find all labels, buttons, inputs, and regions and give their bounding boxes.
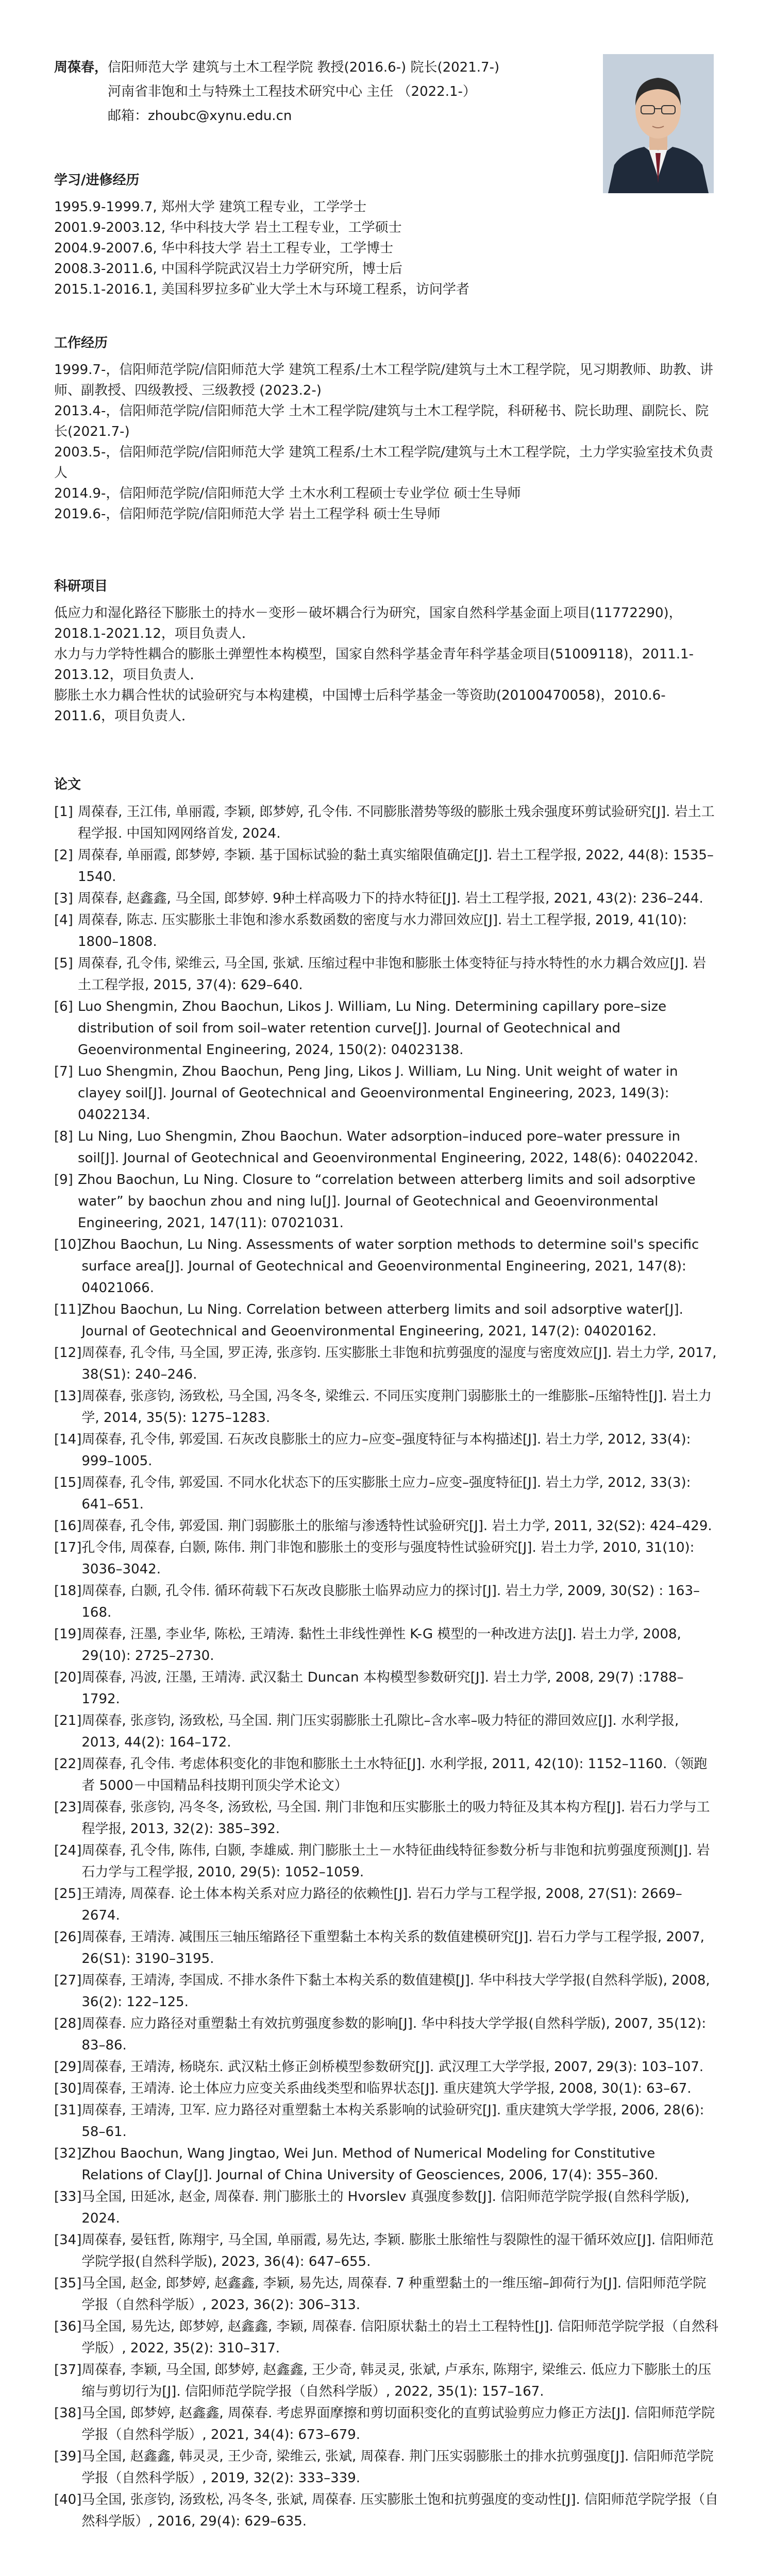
paper-item [54,2013,719,2056]
paper-citation: 周葆春, 孔令伟, 陈伟, 白颢, 李雄威. 荆门膨胀土土－水特征曲线特征参数分析与非饱和抗剪强度预测[J]. 岩石力学与工程学报, 2010, 29(5): 1052–1059. [81,1843,710,1880]
paper-item [54,1623,719,1667]
paper-item [54,2056,719,2078]
paper-item [54,1667,719,1710]
paper-item [54,2402,719,2446]
paper-citation: 周葆春, 孔令伟. 考虑体积变化的非饱和膨胀土土水特征[J]. 水利学报, 2011, 42(10): 1152–1160.（领跑者 5000－中国精品科技期刊顶尖学术论文） [81,1756,708,1793]
email-label: 邮箱： [108,108,148,124]
paper-citation: Luo Shengmin, Zhou Baochun, Likos J. William, Lu Ning. Determining capillary pore–size distribution of soil from soil–water retention curve[J]. Journal of Geotechnical and Geoenvironmental Engineering, 2024, 150(2): 04023138. [78,999,667,1058]
paper-number: [6] [54,999,73,1014]
paper-item [54,2273,719,2316]
paper-item [54,2186,719,2229]
papers-section [54,775,719,2532]
paper-citation: 马全国, 郎梦婷, 赵鑫鑫, 周葆春. 考虑界面摩擦和剪切面积变化的直剪试验剪应力修正方法[J]. 信阳师范学院学报（自然科学版）, 2021, 34(4): 673–679. [81,2405,715,2443]
header-title-1: 信阳师范大学 建筑与土木工程学院 教授(2016.6-) 院长(2021.7-) [108,60,500,75]
paper-citation: 周葆春, 王靖涛, 卫军. 应力路径对重塑黏土本构关系影响的试验研究[J]. 重庆建筑大学学报, 2006, 28(6): 58–61. [81,2103,704,2140]
paper-citation: 周葆春, 陈志. 压实膨胀土非饱和渗水系数函数的密度与水力滞回效应[J]. 岩土工程学报, 2019, 41(10): 1800–1808. [78,912,687,950]
paper-item [54,2229,719,2273]
paper-citation: 周葆春, 王靖涛. 论土体应力应变关系曲线类型和临界状态[J]. 重庆建筑大学学报, 2008, 30(1): 63–67. [81,2081,692,2096]
education-section [54,171,719,300]
paper-item [54,1234,719,1299]
work-heading: 工作经历 [54,335,108,351]
paper-item [54,1472,719,1515]
project-item: 低应力和湿化路径下膨胀土的持水－变形－破坏耦合行为研究，国家自然科学基金面上项目(11772290)，2018.1-2021.12，项目负责人． [54,605,682,641]
paper-number: [40] [54,2492,82,2507]
paper-item [54,1797,719,1840]
paper-number: [1] [54,804,73,820]
paper-citation: 周葆春, 晏钰哲, 陈翔宇, 马全国, 单丽霞, 易先达, 李颖. 膨胀土胀缩性与裂隙性的湿干循环效应[J]. 信阳师范学院学报(自然科学版), 2023, 36(4): 647–655. [81,2232,714,2269]
project-item: 水力与力学特性耦合的膨胀土弹塑性本构模型，国家自然科学基金青年科学基金项目(51009118)，2011.1-2013.12，项目负责人． [54,647,694,683]
paper-item [54,1169,719,1234]
education-item: 2008.3-2011.6, 中国科学院武汉岩土力学研究所，博士后 [54,261,402,277]
paper-citation: 周葆春, 王江伟, 单丽霞, 李颖, 郎梦婷, 孔令伟. 不同膨胀潜势等级的膨胀土残余强度环剪试验研究[J]. 岩土工程学报. 中国知网网络首发, 2024. [78,804,715,841]
paper-item [54,2316,719,2359]
paper-item [54,1926,719,1970]
paper-citation: 周葆春, 汪墨, 李业华, 陈松, 王靖涛. 黏性土非线性弹性 K-G 模型的一种改进方法[J]. 岩土力学, 2008, 29(10): 2725–2730. [81,1626,681,1664]
paper-item [54,1970,719,2013]
paper-citation: 周葆春, 张彦钧, 汤致松, 马全国, 冯冬冬, 梁维云. 不同压实度荆门弱膨胀土的一维膨胀–压缩特性[J]. 岩土力学, 2014, 35(5): 1275–1283. [81,1388,712,1426]
education-heading: 学习/进修经历 [54,173,140,188]
paper-item [54,1710,719,1753]
paper-citation: Zhou Baochun, Lu Ning. Assessments of water sorption methods to determine soil's specific surface area[J]. Journal of Geotechnical and Geoenvironmental Engineering, 2021, 147(8): 04021066. [81,1237,699,1296]
paper-citation: 周葆春, 孔令伟, 马全国, 罗正涛, 张彦钧. 压实膨胀土非饱和抗剪强度的湿度与密度效应[J]. 岩土力学, 2017, 38(S1): 240–246. [81,1345,717,1382]
paper-number: [28] [54,2016,82,2031]
paper-item [54,1385,719,1429]
paper-item [54,2359,719,2402]
paper-citation: Luo Shengmin, Zhou Baochun, Peng Jing, Likos J. William, Lu Ning. Unit weight of water in clayey soil[J]. Journal of Geotechnical and Geoenvironmental Engineering, 2023, 149(3): 04022134. [78,1064,678,1123]
projects-heading: 科研项目 [54,579,108,594]
paper-item [54,1580,719,1623]
work-item: 2019.6-，信阳师范学院/信阳师范大学 岩土工程学科 硕士生导师 [54,506,441,522]
paper-number: [20] [54,1670,82,1685]
person-name: 周葆春， [54,60,108,75]
paper-citation: Lu Ning, Luo Shengmin, Zhou Baochun. Water adsorption–induced pore–water pressure in soil[J]. Journal of Geotechnical and Geoenvironmental Engineering, 2022, 148(6): 04022042. [78,1129,698,1166]
paper-number: [17] [54,1540,82,1555]
paper-number: [13] [54,1388,82,1404]
paper-number: [31] [54,2103,82,2118]
profile-header [54,56,595,128]
paper-number: [30] [54,2081,82,2096]
header-line-1 [54,56,595,80]
paper-item [54,801,719,844]
paper-citation: 周葆春, 王靖涛, 李国成. 不排水条件下黏土本构关系的数值建模[J]. 华中科技大学学报(自然科学版), 2008, 36(2): 122–125. [81,1973,710,2010]
paper-number: [24] [54,1843,82,1858]
paper-number: [15] [54,1475,82,1490]
paper-number: [37] [54,2362,82,2378]
paper-number: [10] [54,1237,82,1252]
email-line [54,104,595,128]
paper-citation: 马全国, 田延冰, 赵金, 周葆春. 荆门膨胀土的 Hvorslev 真强度参数[J]. 信阳师范学院学报(自然科学版), 2024. [81,2189,690,2226]
paper-item [54,2489,719,2532]
work-section [54,334,719,524]
paper-citation: 周葆春, 李颖, 马全国, 郎梦婷, 赵鑫鑫, 王少奇, 韩灵灵, 张斌, 卢承东, 陈翔宇, 梁维云. 低应力下膨胀土的压缩与剪切行为[J]. 信阳师范学院学报（自然科学版）, 2022, 35(1): 157–167. [81,2362,712,2399]
paper-citation: 周葆春, 孔令伟, 郭爱国. 石灰改良膨胀土的应力–应变–强度特征与本构描述[J]. 岩土力学, 2012, 33(4): 999–1005. [81,1432,691,1469]
paper-number: [16] [54,1518,82,1534]
education-item: 2001.9-2003.12, 华中科技大学 岩土工程专业，工学硕士 [54,220,402,235]
paper-item [54,1126,719,1169]
header-title-2: 河南省非饱和土与特殊土工程技术研究中心 主任 （2022.1-） [108,84,476,99]
paper-number: [23] [54,1800,82,1815]
paper-citation: 周葆春, 张彦钧, 汤致松, 马全国. 荆门压实弱膨胀土孔隙比–含水率–吸力特征的滞回效应[J]. 水利学报, 2013, 44(2): 164–172. [81,1713,679,1750]
paper-item [54,953,719,996]
paper-number: [35] [54,2276,82,2291]
paper-item [54,844,719,888]
paper-citation: 周葆春, 张彦钧, 冯冬冬, 汤致松, 马全国. 荆门非饱和压实膨胀土的吸力特征及其本构方程[J]. 岩石力学与工程学报, 2013, 32(2): 385–392. [81,1800,710,1837]
paper-citation: 马全国, 张彦钧, 汤致松, 冯冬冬, 张斌, 周葆春. 压实膨胀土饱和抗剪强度的变动性[J]. 信阳师范学院学报（自然科学版）, 2016, 29(4): 629–635. [81,2492,719,2529]
paper-item [54,1753,719,1797]
paper-item [54,2099,719,2143]
paper-citation: 王靖涛, 周葆春. 论土体本构关系对应力路径的依赖性[J]. 岩石力学与工程学报, 2008, 27(S1): 2669–2674. [81,1886,682,1923]
paper-citation: 周葆春, 单丽霞, 郎梦婷, 李颖. 基于国标试验的黏土真实缩限值确定[J]. 岩土工程学报, 2022, 44(8): 1535–1540. [78,848,714,885]
paper-number: [32] [54,2146,82,2161]
paper-item [54,1342,719,1385]
paper-number: [14] [54,1432,82,1447]
paper-number: [3] [54,891,73,906]
paper-citation: 周葆春, 孔令伟, 郭爱国. 不同水化状态下的压实膨胀土应力–应变–强度特征[J]. 岩土力学, 2012, 33(3): 641–651. [81,1475,691,1512]
paper-citation: 马全国, 赵金, 郎梦婷, 赵鑫鑫, 李颖, 易先达, 周葆春. 7 种重塑黏土的一维压缩–卸荷行为[J]. 信阳师范学院学报（自然科学版）, 2023, 36(2): 306–313. [81,2276,707,2313]
paper-item [54,1840,719,1883]
work-item: 2003.5-，信阳师范学院/信阳师范大学 建筑工程系/土木工程学院/建筑与土木工程学院，土力学实验室技术负责人 [54,445,713,481]
email-address[interactable]: zhoubc@xynu.edu.cn [148,108,292,124]
paper-item [54,1429,719,1472]
paper-number: [26] [54,1929,82,1945]
paper-citation: 周葆春, 王靖涛. 减围压三轴压缩路径下重塑黏土本构关系的数值建模研究[J]. 岩石力学与工程学报, 2007, 26(S1): 3190–3195. [81,1929,704,1967]
papers-heading: 论文 [54,777,81,792]
paper-number: [7] [54,1064,73,1079]
paper-number: [22] [54,1756,82,1772]
paper-item [54,1299,719,1342]
education-item: 2004.9-2007.6, 华中科技大学 岩土工程专业，工学博士 [54,241,394,256]
paper-number: [8] [54,1129,73,1144]
paper-item [54,1537,719,1580]
paper-number: [29] [54,2059,82,2075]
work-item: 1999.7-，信阳师范学院/信阳师范大学 建筑工程系/土木工程学院/建筑与土木工程学院，见习期教师、助教、讲师、副教授、四级教授、三级教授 (2023.2-) [54,362,713,398]
paper-number: [18] [54,1583,82,1599]
paper-citation: 马全国, 赵鑫鑫, 韩灵灵, 王少奇, 梁维云, 张斌, 周葆春. 荆门压实弱膨胀土的排水抗剪强度[J]. 信阳师范学院学报（自然科学版）, 2019, 32(2): 333–339. [81,2449,714,2486]
paper-item [54,1061,719,1126]
paper-number: [19] [54,1626,82,1642]
paper-list [54,801,719,2532]
paper-number: [11] [54,1302,82,1317]
paper-citation: 马全国, 易先达, 郎梦婷, 赵鑫鑫, 李颖, 周葆春. 信阳原状黏土的岩土工程特性[J]. 信阳师范学院学报（自然科学版）, 2022, 35(2): 310–317. [81,2319,719,2356]
paper-item [54,1515,719,1537]
paper-citation: Zhou Baochun, Wang Jingtao, Wei Jun. Method of Numerical Modeling for Constitutive Relations of Clay[J]. Journal of China University of Geosciences, 2006, 17(4): 355–360. [81,2146,659,2183]
paper-citation: 周葆春, 冯波, 汪墨, 王靖涛. 武汉黏土 Duncan 本构模型参数研究[J]. 岩土力学, 2008, 29(7) :1788–1792. [81,1670,684,1707]
paper-citation: 周葆春. 应力路径对重塑黏土有效抗剪强度参数的影响[J]. 华中科技大学学报(自然科学版), 2007, 35(12): 83–86. [81,2016,707,2053]
paper-item [54,909,719,953]
paper-number: [25] [54,1886,82,1902]
paper-number: [33] [54,2189,82,2205]
paper-number: [12] [54,1345,82,1361]
paper-citation: 周葆春, 孔令伟, 梁维云, 马全国, 张斌. 压缩过程中非饱和膨胀土体变特征与持水特性的水力耦合效应[J]. 岩土工程学报, 2015, 37(4): 629–640. [78,956,707,993]
paper-item [54,1883,719,1926]
paper-citation: 周葆春, 孔令伟, 郭爱国. 荆门弱膨胀土的胀缩与渗透特性试验研究[J]. 岩土力学, 2011, 32(S2): 424–429. [81,1518,712,1534]
paper-number: [38] [54,2405,82,2421]
paper-citation: 周葆春, 王靖涛, 杨晓东. 武汉粘土修正剑桥模型参数研究[J]. 武汉理工大学学报, 2007, 29(3): 103–107. [81,2059,704,2075]
paper-number: [27] [54,1973,82,1988]
paper-number: [4] [54,912,73,928]
paper-citation: Zhou Baochun, Lu Ning. Closure to “correlation between atterberg limits and soil adsorptive water” by baochun zhou and ning lu[J]. Journal of Geotechnical and Geoenvironmental Engineering, 2021, 147(11): 07021031. [78,1172,696,1231]
paper-citation: 周葆春, 白颢, 孔令伟. 循环荷载下石灰改良膨胀土临界动应力的探讨[J]. 岩土力学, 2009, 30(S2) : 163–168. [81,1583,700,1620]
paper-item [54,888,719,909]
paper-citation: 孔令伟, 周葆春, 白颢, 陈伟. 荆门非饱和膨胀土的变形与强度特性试验研究[J]. 岩土力学, 2010, 31(10): 3036–3042. [81,1540,695,1577]
paper-citation: 周葆春, 赵鑫鑫, 马全国, 郎梦婷. 9种土样高吸力下的持水特征[J]. 岩土工程学报, 2021, 43(2): 236–244. [78,891,703,906]
paper-number: [34] [54,2232,82,2248]
education-item: 1995.9-1999.7, 郑州大学 建筑工程专业，工学学士 [54,199,367,215]
paper-item [54,2078,719,2099]
paper-item [54,996,719,1061]
work-item: 2013.4-，信阳师范学院/信阳师范大学 土木工程学院/建筑与土木工程学院，科研秘书、院长助理、副院长、院长(2021.7-) [54,403,709,439]
paper-item [54,2143,719,2186]
work-item: 2014.9-，信阳师范学院/信阳师范大学 土木水利工程硕士专业学位 硕士生导师 [54,486,521,501]
paper-number: [9] [54,1172,73,1188]
paper-number: [5] [54,956,73,971]
project-item: 膨胀土水力耦合性状的试验研究与本构建模，中国博士后科学基金一等资助(20100470058)，2010.6-2011.6，项目负责人． [54,688,666,724]
paper-number: [39] [54,2449,82,2464]
projects-section [54,577,719,726]
paper-citation: Zhou Baochun, Lu Ning. Correlation between atterberg limits and soil adsorptive water[J]. Journal of Geotechnical and Geoenvironmental Engineering, 2021, 147(2): 04020162. [81,1302,683,1339]
paper-number: [36] [54,2319,82,2334]
paper-item [54,2446,719,2489]
education-item: 2015.1-2016.1, 美国科罗拉多矿业大学土木与环境工程系，访问学者 [54,282,469,297]
paper-number: [21] [54,1713,82,1728]
paper-number: [2] [54,848,73,863]
